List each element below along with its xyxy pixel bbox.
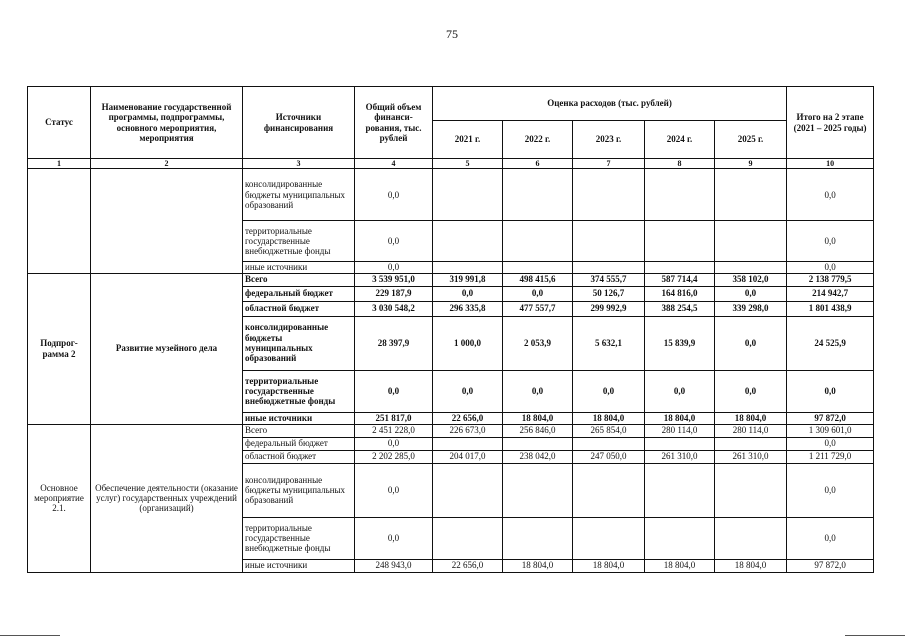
year-cell [503,463,573,517]
year-cell [573,517,645,559]
stage-total-cell: 24 525,9 [787,316,874,370]
year-cell [573,437,645,450]
year-cell [715,169,787,221]
source-cell: территориальные государственные внебюджетные фонды [243,370,355,412]
year-cell [433,221,503,262]
total-cell: 0,0 [355,370,433,412]
year-cell: 299 992,9 [573,301,645,316]
total-cell: 0,0 [355,517,433,559]
year-cell [433,169,503,221]
year-cell: 0,0 [503,286,573,301]
year-cell [433,262,503,273]
year-cell [433,517,503,559]
source-cell: иные источники [243,412,355,424]
header-year: 2024 г. [645,121,715,159]
year-cell: 1 000,0 [433,316,503,370]
stage-total-cell: 0,0 [787,221,874,262]
source-cell: федеральный бюджет [243,437,355,450]
stage-total-cell: 97 872,0 [787,559,874,572]
stage-total-cell: 0,0 [787,463,874,517]
source-cell: иные источники [243,262,355,273]
year-cell: 18 804,0 [715,559,787,572]
stage-total-cell: 0,0 [787,517,874,559]
year-cell [573,169,645,221]
year-cell: 256 846,0 [503,424,573,437]
year-cell: 18 804,0 [645,412,715,424]
column-number: 5 [433,159,503,169]
total-cell: 3 539 951,0 [355,273,433,286]
column-number: 3 [243,159,355,169]
year-cell: 22 656,0 [433,412,503,424]
stage-total-cell: 0,0 [787,169,874,221]
column-number: 8 [645,159,715,169]
year-cell: 18 804,0 [715,412,787,424]
total-cell: 251 817,0 [355,412,433,424]
year-cell [715,221,787,262]
year-cell: 164 816,0 [645,286,715,301]
subprogram-status: Подпрог-рамма 2 [28,273,91,424]
year-cell: 15 839,9 [645,316,715,370]
page-number: 75 [446,27,458,41]
year-cell [645,169,715,221]
header-program: Наименование государственной программы, подпрограммы, основного мероприятия, мероприятия [91,87,243,159]
source-cell: областной бюджет [243,301,355,316]
table-row [28,273,874,286]
total-cell: 2 451 228,0 [355,424,433,437]
year-cell: 0,0 [433,286,503,301]
year-cell [503,262,573,273]
year-cell: 0,0 [715,370,787,412]
header-year: 2025 г. [715,121,787,159]
column-number: 6 [503,159,573,169]
year-cell: 280 114,0 [645,424,715,437]
source-cell: территориальные государственные внебюджетные фонды [243,221,355,262]
stage-total-cell: 0,0 [787,437,874,450]
year-cell: 18 804,0 [573,412,645,424]
year-cell: 388 254,5 [645,301,715,316]
year-cell [645,221,715,262]
stage-total-cell: 0,0 [787,262,874,273]
column-number: 2 [91,159,243,169]
source-cell: иные источники [243,559,355,572]
year-cell [433,463,503,517]
source-cell: областной бюджет [243,450,355,463]
header-year: 2022 г. [503,121,573,159]
column-number: 10 [787,159,874,169]
year-cell [715,517,787,559]
year-cell [503,169,573,221]
financing-table [27,86,874,573]
source-cell: консолидированные бюджеты муниципальных образований [243,169,355,221]
year-cell: 22 656,0 [433,559,503,572]
activity-name: Обеспечение деятельности (оказание услуг) государственных учреждений (организаций) [91,424,243,572]
total-cell: 0,0 [355,463,433,517]
year-cell [715,437,787,450]
year-cell: 247 050,0 [573,450,645,463]
total-cell: 229 187,9 [355,286,433,301]
year-cell: 477 557,7 [503,301,573,316]
column-number: 7 [573,159,645,169]
total-cell: 0,0 [355,262,433,273]
column-number: 9 [715,159,787,169]
year-cell: 319 991,8 [433,273,503,286]
program-cell-empty [91,169,243,273]
year-cell: 265 854,0 [573,424,645,437]
scan-edge-line [845,635,905,636]
stage-total-cell: 2 138 779,5 [787,273,874,286]
year-cell: 2 053,9 [503,316,573,370]
year-cell: 339 298,0 [715,301,787,316]
header-year: 2021 г. [433,121,503,159]
stage-total-cell: 0,0 [787,370,874,412]
year-cell [715,463,787,517]
year-cell [573,221,645,262]
stage-total-cell: 214 942,7 [787,286,874,301]
year-cell [715,262,787,273]
year-cell [645,463,715,517]
year-cell: 5 632,1 [573,316,645,370]
total-cell: 248 943,0 [355,559,433,572]
year-cell: 18 804,0 [645,559,715,572]
column-number: 1 [28,159,91,169]
status-cell-empty [28,169,91,273]
year-cell: 0,0 [645,370,715,412]
year-cell: 0,0 [503,370,573,412]
year-cell [645,517,715,559]
total-cell: 3 030 548,2 [355,301,433,316]
year-cell [573,262,645,273]
source-cell: Всего [243,424,355,437]
year-cell: 261 310,0 [645,450,715,463]
year-cell: 226 673,0 [433,424,503,437]
year-cell: 18 804,0 [573,559,645,572]
scan-edge-line [0,635,60,636]
table-row [28,169,874,221]
year-cell: 238 042,0 [503,450,573,463]
year-cell [433,437,503,450]
column-number: 4 [355,159,433,169]
table-row [28,424,874,437]
year-cell: 498 415,6 [503,273,573,286]
year-cell [645,262,715,273]
source-cell: территориальные государственные внебюджетные фонды [243,517,355,559]
header-year: 2023 г. [573,121,645,159]
stage-total-cell: 1 309 601,0 [787,424,874,437]
total-cell: 0,0 [355,221,433,262]
year-cell [503,437,573,450]
total-cell: 28 397,9 [355,316,433,370]
year-cell: 280 114,0 [715,424,787,437]
year-cell [573,463,645,517]
stage-total-cell: 97 872,0 [787,412,874,424]
total-cell: 0,0 [355,437,433,450]
total-cell: 0,0 [355,169,433,221]
total-cell: 2 202 285,0 [355,450,433,463]
source-cell: Всего [243,273,355,286]
header-status: Статус [28,87,91,159]
header-stage-total: Итого на 2 этапе (2021 – 2025 годы) [787,87,874,159]
source-cell: консолидированные бюджеты муниципальных образований [243,316,355,370]
year-cell: 296 335,8 [433,301,503,316]
year-cell [503,517,573,559]
year-cell: 204 017,0 [433,450,503,463]
year-cell: 0,0 [715,316,787,370]
header-sources: Источники финансирования [243,87,355,159]
year-cell: 374 555,7 [573,273,645,286]
year-cell: 50 126,7 [573,286,645,301]
source-cell: федеральный бюджет [243,286,355,301]
year-cell: 0,0 [433,370,503,412]
year-cell: 18 804,0 [503,412,573,424]
year-cell: 358 102,0 [715,273,787,286]
year-cell: 261 310,0 [715,450,787,463]
year-cell: 18 804,0 [503,559,573,572]
source-cell: консолидированные бюджеты муниципальных образований [243,463,355,517]
activity-status: Основное мероприятие 2.1. [28,424,91,572]
subprogram-name: Развитие музейного дела [91,273,243,424]
year-cell: 587 714,4 [645,273,715,286]
stage-total-cell: 1 211 729,0 [787,450,874,463]
header-total: Общий объем финанси-рования, тыс. рублей [355,87,433,159]
year-cell: 0,0 [573,370,645,412]
year-cell: 0,0 [715,286,787,301]
year-cell [645,437,715,450]
year-cell [503,221,573,262]
header-estimate: Оценка расходов (тыс. рублей) [433,87,787,121]
stage-total-cell: 1 801 438,9 [787,301,874,316]
